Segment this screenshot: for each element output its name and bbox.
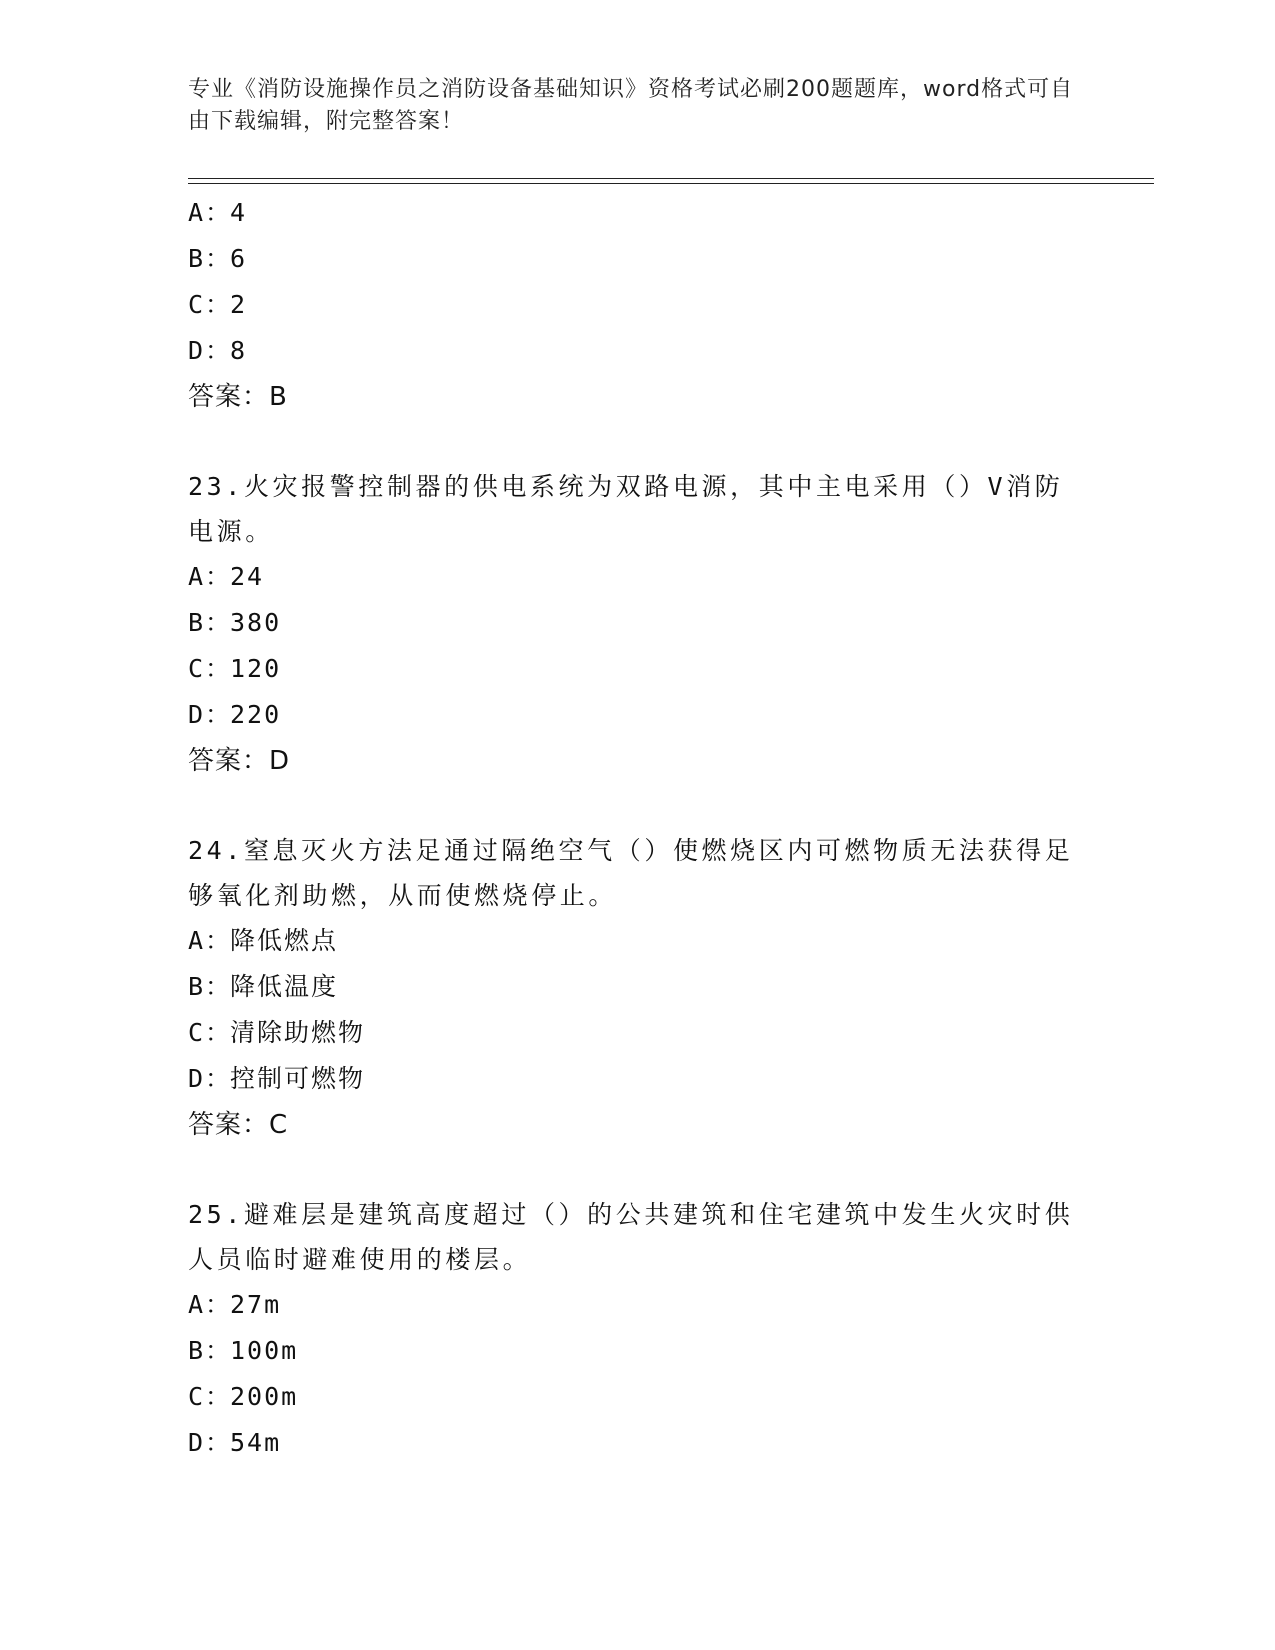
option-text: 清除助燃物 <box>230 1018 366 1047</box>
option-label: B： <box>188 1336 233 1365</box>
answer-line: 答案：B <box>188 382 288 412</box>
option-label: C： <box>188 1382 233 1411</box>
option-a <box>188 918 1088 964</box>
answer-line: 答案：D <box>188 746 291 776</box>
option-text: 380 <box>230 608 282 637</box>
option-b <box>188 1328 1088 1374</box>
question-24 <box>188 828 1088 1148</box>
option-text: 8 <box>230 336 248 365</box>
option-label: C： <box>188 1018 233 1047</box>
question-stem: 25.避难层是建筑高度超过（）的公共建筑和住宅建筑中发生火灾时供人员临时避难使用的楼层。 <box>188 1200 1074 1274</box>
option-label: C： <box>188 654 233 683</box>
option-d <box>188 1420 1088 1466</box>
document-header: 专业《消防设施操作员之消防设备基础知识》资格考试必刷200题题库，word格式可自由下载编辑，附完整答案！ <box>188 77 1074 134</box>
header-rule-top <box>188 178 1154 179</box>
header-rule-bottom <box>188 183 1154 184</box>
option-text: 4 <box>230 198 248 227</box>
option-b <box>188 600 1088 646</box>
option-text: 24 <box>230 562 265 591</box>
spacer <box>188 1148 1088 1192</box>
option-label: D： <box>188 336 233 365</box>
option-label: B： <box>188 608 233 637</box>
option-d <box>188 1056 1088 1102</box>
option-label: D： <box>188 700 233 729</box>
option-text: 54m <box>230 1428 282 1457</box>
option-label: A： <box>188 198 233 227</box>
question-list <box>188 190 1088 1466</box>
option-c <box>188 1374 1088 1420</box>
option-text: 120 <box>230 654 282 683</box>
option-c <box>188 1010 1088 1056</box>
option-b <box>188 236 1088 282</box>
option-label: B： <box>188 244 233 273</box>
option-label: C： <box>188 290 233 319</box>
answer-line: 答案：C <box>188 1110 289 1140</box>
spacer <box>188 784 1088 828</box>
option-text: 控制可燃物 <box>230 1064 366 1093</box>
option-d <box>188 328 1088 374</box>
option-a <box>188 554 1088 600</box>
option-text: 2 <box>230 290 248 319</box>
option-text: 降低温度 <box>230 972 339 1001</box>
option-label: A： <box>188 562 233 591</box>
spacer <box>188 420 1088 464</box>
option-text: 100m <box>230 1336 299 1365</box>
option-a <box>188 1282 1088 1328</box>
option-c <box>188 282 1088 328</box>
option-c <box>188 646 1088 692</box>
option-label: A： <box>188 1290 233 1319</box>
question-23 <box>188 464 1088 784</box>
question-25 <box>188 1192 1088 1466</box>
option-b <box>188 964 1088 1010</box>
question-stem: 24.窒息灭火方法足通过隔绝空气（）使燃烧区内可燃物质无法获得足够氧化剂助燃，从而使燃烧停止。 <box>188 836 1074 910</box>
option-text: 200m <box>230 1382 299 1411</box>
option-text: 降低燃点 <box>230 926 339 955</box>
option-text: 220 <box>230 700 282 729</box>
option-text: 27m <box>230 1290 282 1319</box>
question-stem: 23.火灾报警控制器的供电系统为双路电源，其中主电采用（）V消防电源。 <box>188 472 1064 546</box>
option-text: 6 <box>230 244 248 273</box>
question-22 <box>188 190 1088 420</box>
option-a <box>188 190 1088 236</box>
option-label: B： <box>188 972 233 1001</box>
option-d <box>188 692 1088 738</box>
option-label: A： <box>188 926 233 955</box>
option-label: D： <box>188 1428 233 1457</box>
option-label: D： <box>188 1064 233 1093</box>
